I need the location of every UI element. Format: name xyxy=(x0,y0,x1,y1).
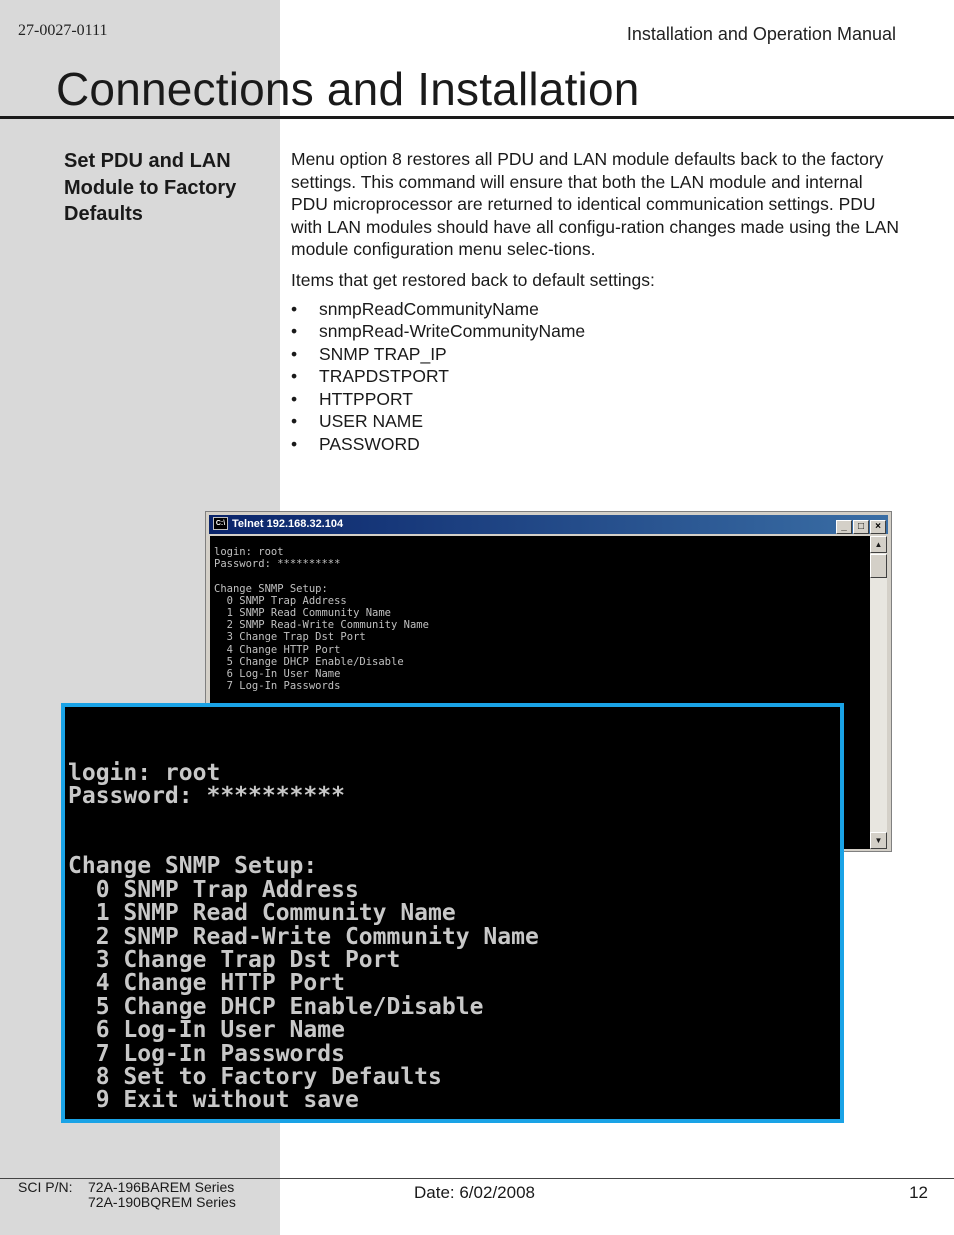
bullet-icon: • xyxy=(291,411,298,432)
restored-item xyxy=(291,388,899,411)
telnet-window-title: Telnet 192.168.32.104 xyxy=(232,518,344,530)
console-line: 8 Set to Factory Defaults xyxy=(68,1063,442,1090)
restored-item-label: snmpReadCommunityName xyxy=(319,298,539,319)
console-line: Change SNMP Setup: xyxy=(214,582,328,595)
restored-item-label: SNMP TRAP_IP xyxy=(319,343,447,364)
intro-paragraph: Menu option 8 restores all PDU and LAN module defaults back to the factory settings. This command will ensure that both the LAN module and internal PDU microprocessor are returned to identical communication settings. PDU with LAN modules should have all configu-ration changes made using the LAN module configuration menu selec-tions. xyxy=(291,149,899,260)
scroll-up-icon[interactable]: ▲ xyxy=(870,536,887,553)
body-column xyxy=(291,148,899,455)
part-number-label: SCI P/N: xyxy=(18,1179,73,1195)
restored-item-label: snmpRead-WriteCommunityName xyxy=(319,321,586,342)
console-line: Change SNMP Setup: xyxy=(68,853,318,880)
section-heading: Set PDU and LAN Module to Factory Defaults xyxy=(64,150,237,225)
part-number-2: 72A-190BQREM Series xyxy=(88,1194,236,1210)
zoomed-console-callout xyxy=(61,703,844,1123)
console-line: 4 Change HTTP Port xyxy=(68,970,345,997)
restored-item xyxy=(291,298,899,321)
title-divider xyxy=(0,116,954,119)
footer-part-numbers xyxy=(18,1180,236,1210)
restored-item-label: USER NAME xyxy=(319,411,424,432)
manual-title: Installation and Operation Manual xyxy=(626,24,896,44)
console-line: Password: ********** xyxy=(68,783,345,810)
console-line: 7 Log-In Passwords xyxy=(214,680,341,693)
bullet-icon: • xyxy=(291,388,298,409)
close-button[interactable]: × xyxy=(870,520,886,534)
console-line: login: root xyxy=(68,759,221,786)
zoomed-console-lines xyxy=(68,759,840,1114)
restored-item xyxy=(291,410,899,433)
page-number: 12 xyxy=(909,1183,928,1202)
restored-items-list xyxy=(291,298,899,456)
document-number: 27-0027-0111 xyxy=(18,22,108,39)
minimize-button[interactable]: _ xyxy=(836,520,852,534)
window-controls xyxy=(835,517,886,536)
console-line: login: root xyxy=(214,546,284,558)
part-number-1: 72A-196BAREM Series xyxy=(88,1179,235,1195)
scroll-down-icon[interactable]: ▼ xyxy=(870,832,887,849)
restored-item xyxy=(291,343,899,366)
restored-item xyxy=(291,320,899,343)
restored-item-label: PASSWORD xyxy=(319,433,420,454)
console-line: 0 SNMP Trap Address xyxy=(68,876,359,903)
console-line: 3 Change Trap Dst Port xyxy=(214,631,366,644)
console-line: 9 Exit without save xyxy=(68,1087,359,1114)
restored-item-label: HTTPPORT xyxy=(319,388,413,409)
console-app-icon: C:\ xyxy=(213,517,228,530)
console-line xyxy=(68,809,840,832)
console-line xyxy=(214,570,871,582)
restored-item-label: TRAPDSTPORT xyxy=(319,366,449,387)
bullet-icon: • xyxy=(291,343,298,364)
console-line: 7 Log-In Passwords xyxy=(68,1040,345,1067)
console-line: 6 Log-In User Name xyxy=(214,667,341,680)
console-line xyxy=(68,832,840,855)
console-line: 0 SNMP Trap Address xyxy=(214,594,347,607)
bullet-icon: • xyxy=(291,298,298,319)
footer-date: Date: 6/02/2008 xyxy=(414,1183,535,1202)
scroll-thumb[interactable] xyxy=(870,554,887,578)
console-line: 2 SNMP Read-Write Community Name xyxy=(214,619,429,632)
restored-item xyxy=(291,365,899,388)
bullet-icon: • xyxy=(291,321,298,342)
console-line: 1 SNMP Read Community Name xyxy=(68,900,456,927)
console-line: 5 Change DHCP Enable/Disable xyxy=(68,993,484,1020)
bullet-icon: • xyxy=(291,433,298,454)
console-scrollbar[interactable] xyxy=(870,536,887,849)
page-title: Connections and Installation xyxy=(56,63,640,115)
telnet-titlebar[interactable] xyxy=(209,515,888,534)
console-line: 1 SNMP Read Community Name xyxy=(214,606,392,619)
console-line: 5 Change DHCP Enable/Disable xyxy=(214,655,404,668)
console-line: 6 Log-In User Name xyxy=(68,1017,345,1044)
maximize-button[interactable]: □ xyxy=(853,520,869,534)
console-line: 3 Change Trap Dst Port xyxy=(68,946,401,973)
restored-item xyxy=(291,433,899,456)
restored-items-intro: Items that get restored back to default settings: xyxy=(291,269,655,290)
console-line: 2 SNMP Read-Write Community Name xyxy=(68,923,539,950)
console-line: 4 Change HTTP Port xyxy=(214,643,341,656)
console-line: Password: ********** xyxy=(214,558,341,571)
bullet-icon: • xyxy=(291,366,298,387)
